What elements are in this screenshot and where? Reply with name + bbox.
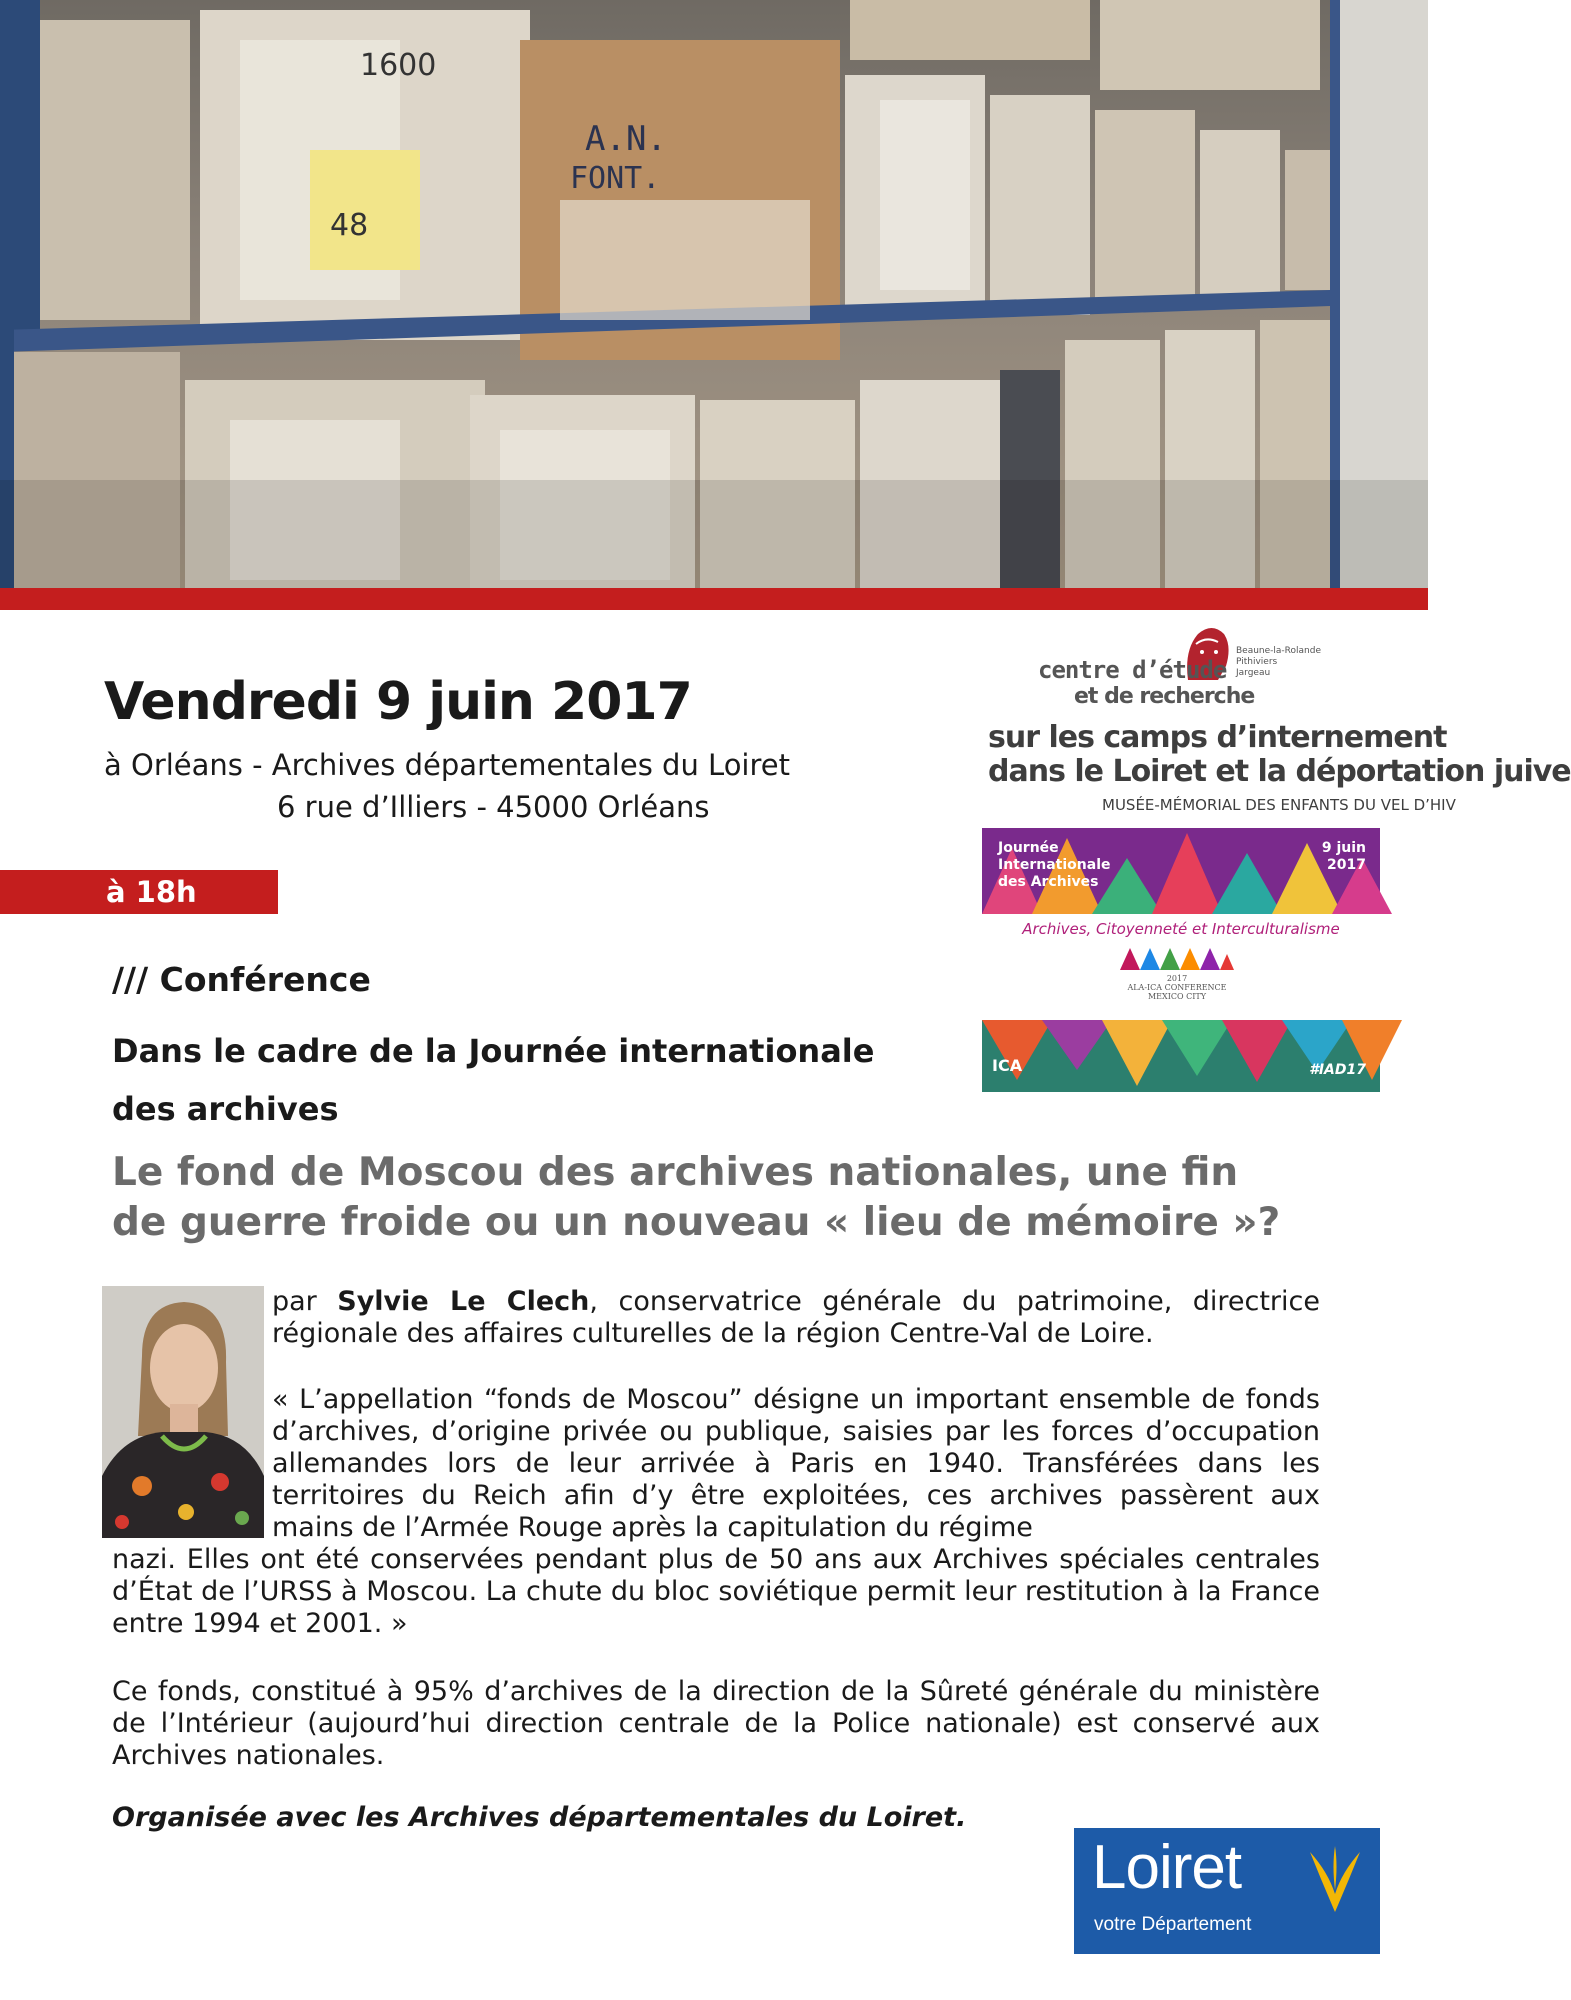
event-date: Vendredi 9 juin 2017 bbox=[104, 672, 692, 732]
cercil-logo bbox=[982, 620, 1571, 820]
cercil-line-4: dans le Loiret et la déportation juive bbox=[988, 754, 1571, 789]
event-time: à 18h bbox=[106, 875, 197, 909]
cercil-line-3: sur les camps d’internement bbox=[988, 720, 1447, 755]
svg-text:A.N.: A.N. bbox=[585, 119, 667, 159]
talk-title: Le fond de Moscou des archives nationales, une fin de guerre froide ou un nouveau « lieu de mémoire »? bbox=[112, 1150, 1281, 1245]
event-context: Dans le cadre de la Journée internationale des archives bbox=[112, 1032, 875, 1128]
organizer-note: Organisée avec les Archives départementales du Loiret. bbox=[112, 1802, 967, 1833]
speaker-paragraph bbox=[272, 1286, 1320, 1350]
time-tag bbox=[0, 870, 278, 914]
archive-boxes-illustration bbox=[0, 0, 1428, 588]
loiret-name: Loiret bbox=[1092, 1833, 1242, 1902]
cercil-line-2: et de recherche bbox=[1074, 684, 1255, 709]
quote-paragraph-part-2: nazi. Elles ont été conservées pendant plus de 50 ans aux Archives spéciales centrales d’État de l’URSS à Moscou. La chute du bloc soviétique permit leur restitution à la France entre 1994 et 2001. » bbox=[112, 1544, 1320, 1639]
loiret-logo bbox=[1074, 1828, 1380, 1954]
ala-ica-logo bbox=[1112, 948, 1242, 1012]
cercil-line-5: MUSÉE-MÉMORIAL DES ENFANTS DU VEL D’HIV bbox=[1102, 796, 1456, 814]
svg-text:48: 48 bbox=[330, 208, 369, 243]
red-divider-bar bbox=[0, 588, 1428, 610]
iad-theme: Archives, Citoyenneté et Interculturalisme bbox=[1022, 920, 1340, 938]
iad-date: 9 juin 2017 bbox=[1321, 840, 1366, 873]
speaker-prefix: par bbox=[272, 1286, 338, 1317]
ala-ica-text: 2017 ALA-ICA CONFERENCE MEXICO CITY bbox=[1127, 974, 1227, 1001]
speaker-description: , conservatrice générale du patrimoine, directrice régionale des affaires culturelles de la région Centre-Val de Loire. bbox=[272, 1286, 1320, 1349]
loiret-subtitle: votre Département bbox=[1094, 1914, 1252, 1935]
speaker-portrait-illustration bbox=[102, 1286, 264, 1538]
venue-line-2: 6 rue d’Illiers - 45000 Orléans bbox=[277, 790, 710, 824]
ica-hashtag: #IAD17 bbox=[1309, 1062, 1366, 1078]
svg-text:1600: 1600 bbox=[360, 48, 437, 83]
cercil-line-1: centre d’étude bbox=[1038, 656, 1227, 684]
ica-leaf-pattern-icon bbox=[982, 1020, 1380, 1092]
quote-paragraph-part-1: « L’appellation “fonds de Moscou” désigne un important ensemble de fonds d’archives, d’origine privée ou publique, saisies par les forces d’occupation allemandes lors de leur arrivée à Paris en 1940. Transférées dans les territoires du Reich afin d’y être exploitées, ces archives passèrent aux mains de l’Armée Rouge après la capitulation du régime bbox=[272, 1384, 1320, 1543]
loiret-fleur-icon bbox=[1302, 1842, 1368, 1914]
iad-banner bbox=[982, 828, 1380, 914]
ica-name: ICA bbox=[992, 1056, 1023, 1075]
event-type: /// Conférence bbox=[112, 960, 371, 999]
iad-title: Journée Internationale des Archives bbox=[998, 840, 1111, 890]
speaker-portrait bbox=[102, 1286, 264, 1538]
hero-archive-boxes-photo bbox=[0, 0, 1428, 588]
venue-line-1: à Orléans - Archives départementales du Loiret bbox=[104, 748, 790, 782]
speaker-name: Sylvie Le Clech bbox=[337, 1286, 590, 1317]
ica-banner bbox=[982, 1020, 1380, 1092]
ala-ica-pattern-icon bbox=[1120, 948, 1234, 970]
fonds-paragraph: Ce fonds, constitué à 95% d’archives de la direction de la Sûreté générale du ministère de l’Intérieur (aujourd’hui direction centrale de la Police nationale) est conservé aux Archives nationales. bbox=[112, 1676, 1320, 1771]
svg-text:FONT.: FONT. bbox=[570, 161, 661, 196]
cercil-places: Beaune-la-Rolande Pithiviers Jargeau bbox=[1236, 646, 1322, 678]
